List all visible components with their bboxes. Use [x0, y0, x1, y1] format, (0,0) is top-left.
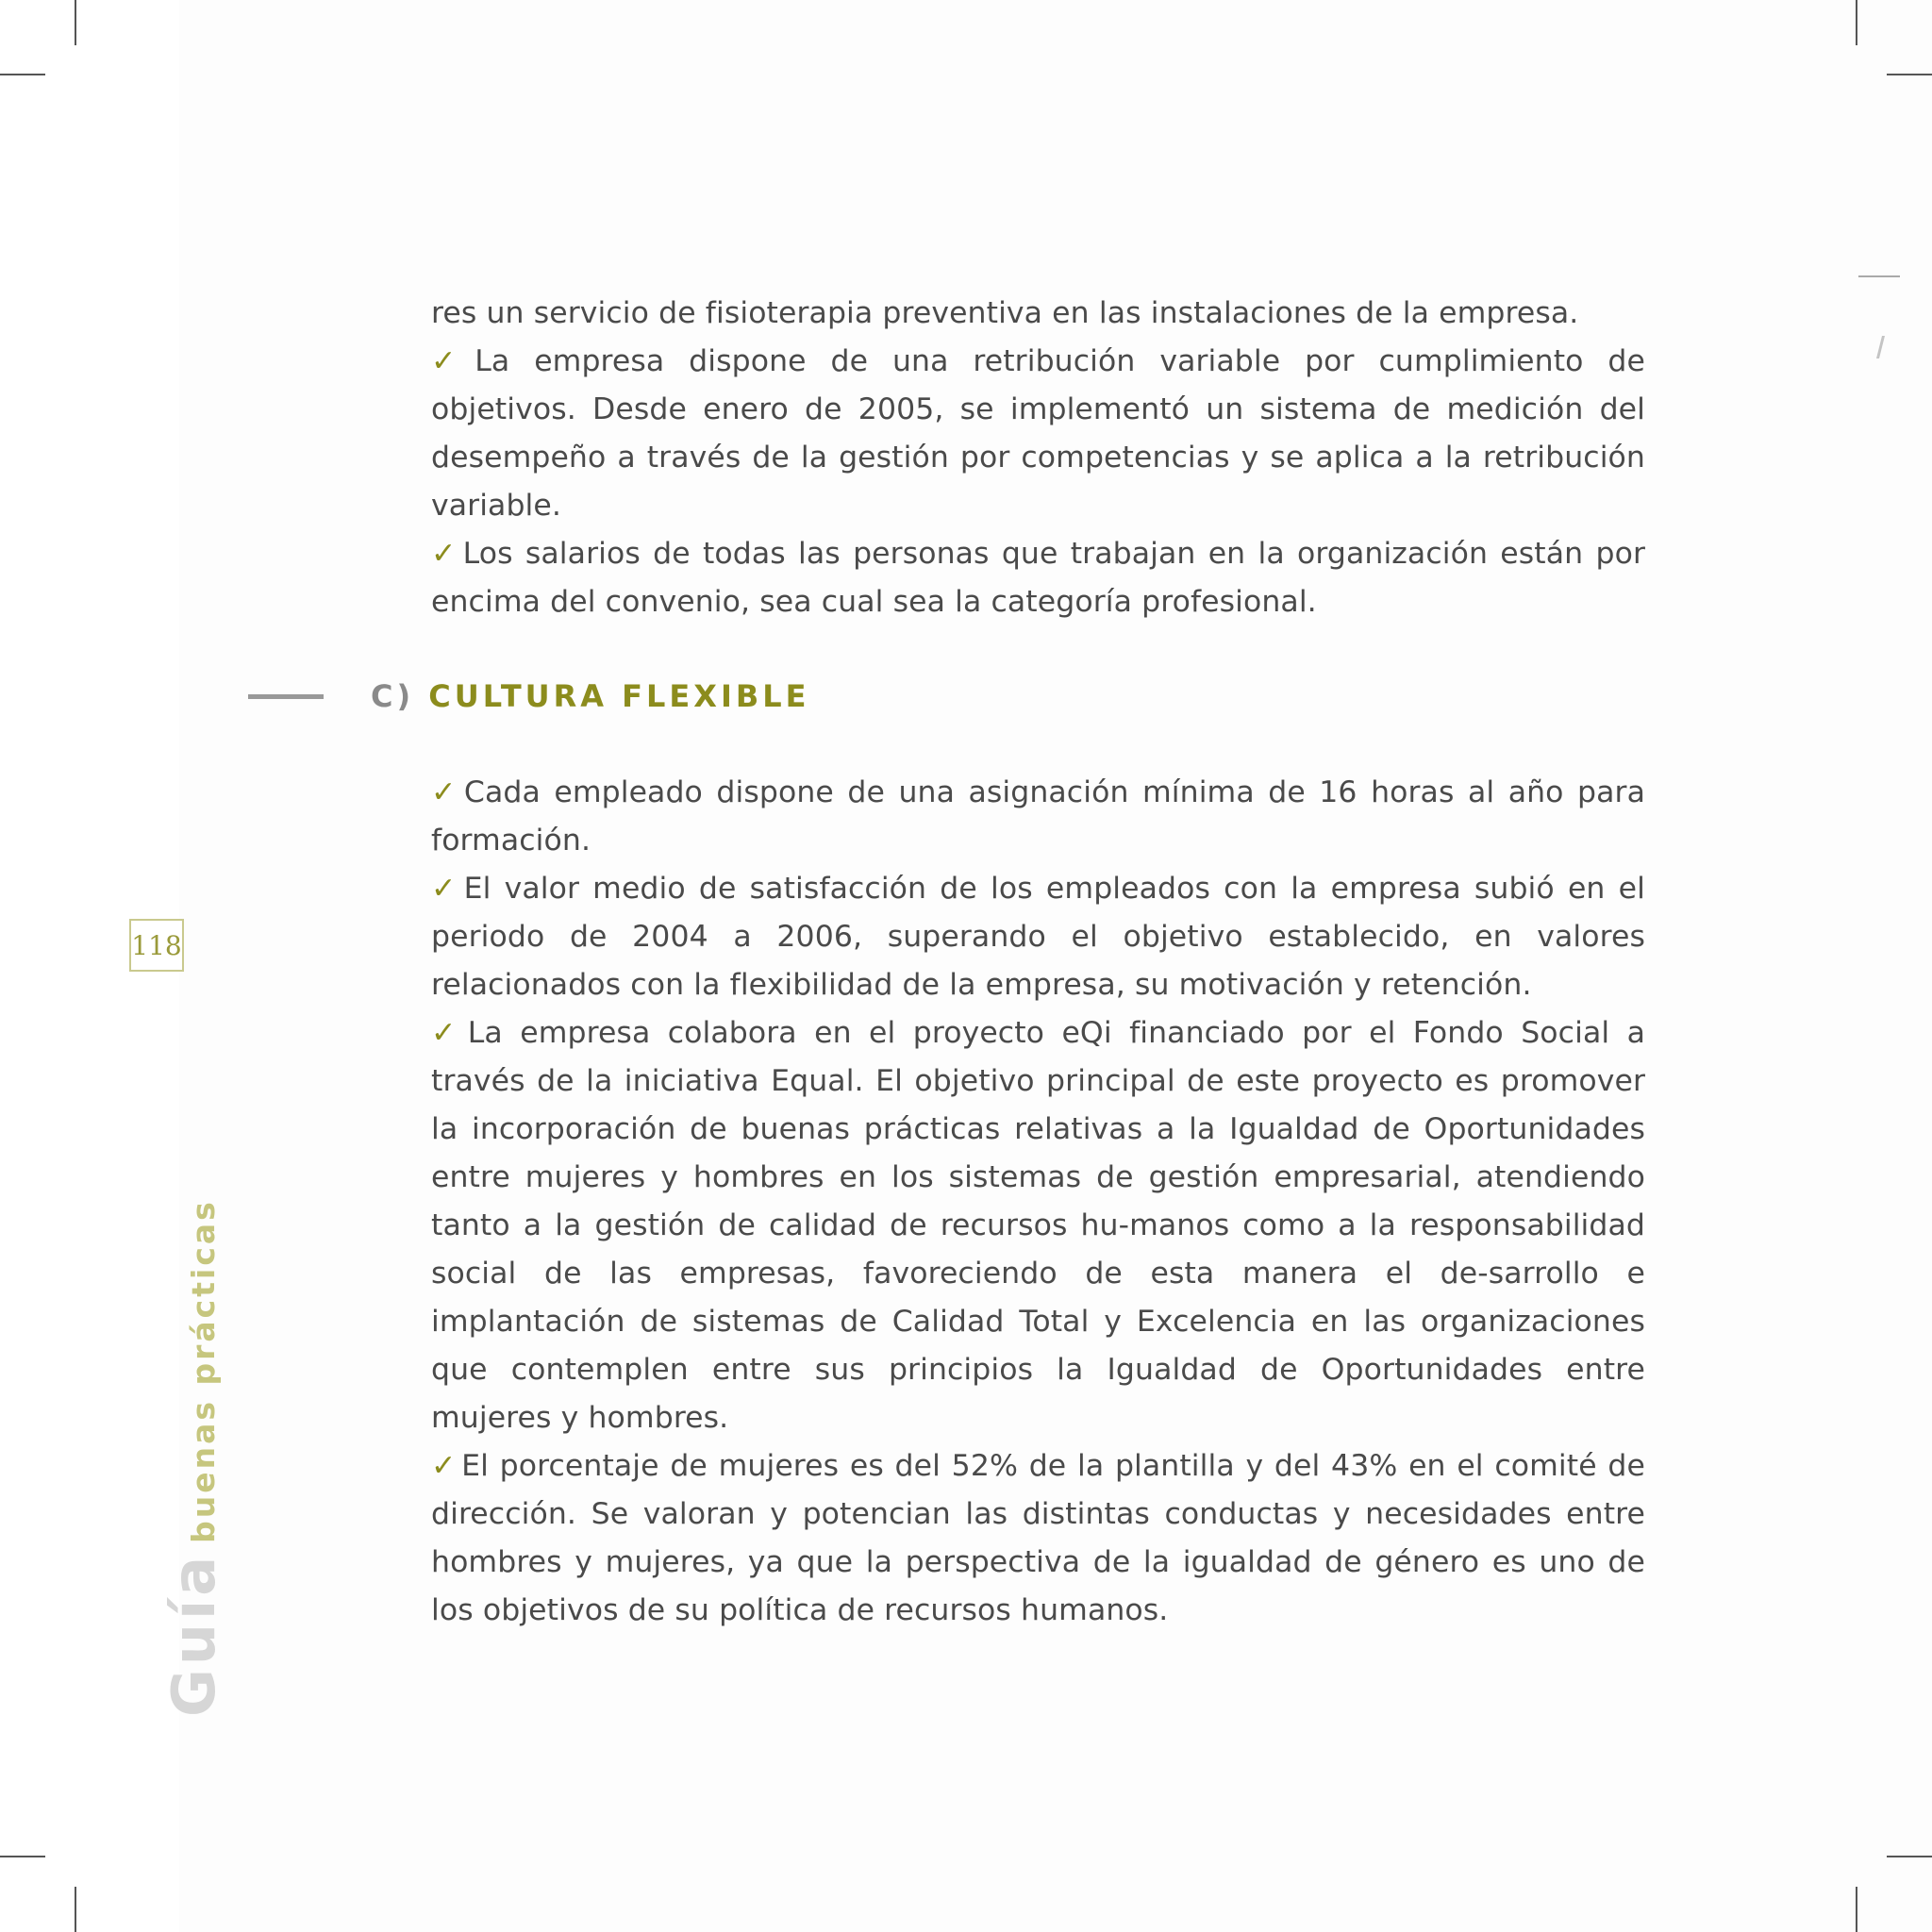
- crop-mark-top-left-v: [75, 0, 76, 45]
- paragraph-text: res un servicio de fisioterapia preventiva en las instalaciones de la empresa.: [431, 296, 1579, 330]
- vertical-side-title: [159, 1199, 228, 1717]
- side-title-main: Guía: [159, 1552, 228, 1717]
- checkmark-icon: ✓: [431, 537, 459, 571]
- bullet-paragraph: [431, 338, 1645, 530]
- checkmark-icon: ✓: [431, 344, 472, 378]
- crop-mark-top-right-v: [1856, 0, 1857, 45]
- bullet-paragraph: [431, 865, 1645, 1009]
- section-text-block: [431, 769, 1645, 1635]
- checkmark-icon: ✓: [431, 1449, 458, 1483]
- paragraph-text: Los salarios de todas las personas que trabajan en la organización están por encima del convenio, sea cual sea la categoría profesional.: [431, 537, 1645, 619]
- section-heading: [371, 675, 810, 717]
- crop-mark-bottom-left-v: [75, 1887, 76, 1932]
- crop-mark-bottom-right-h: [1887, 1856, 1932, 1857]
- paragraph-text: La empresa dispone de una retribución variable por cumplimiento de objetivos. Desde enero de 2005, se implementó un sistema de medición del desempeño a través de la gestión por competencias y se aplica a la retribución variable.: [431, 344, 1645, 523]
- checkmark-icon: ✓: [431, 775, 460, 809]
- checkmark-icon: ✓: [431, 1016, 464, 1050]
- paragraph: [431, 290, 1645, 338]
- crop-mark-bottom-right-v: [1856, 1887, 1857, 1932]
- bullet-paragraph: [431, 769, 1645, 865]
- crop-mark-bottom-left-h: [0, 1856, 45, 1857]
- paragraph-text: Cada empleado dispone de una asignación mínima de 16 horas al año para formación.: [431, 775, 1645, 858]
- paragraph-text: El porcentaje de mujeres es del 52% de la plantilla y del 43% en el comité de dirección. Se valoran y potencian las distintas conductas y necesidades entre hombres y mujeres, ya que la perspectiva de la igualdad de género es uno de los objetivos de su política de recursos humanos.: [431, 1449, 1645, 1627]
- crop-mark-top-left-h: [0, 74, 45, 75]
- crop-mark-top-right-h: [1887, 74, 1932, 75]
- top-text-block: [431, 290, 1645, 626]
- paragraph-text: La empresa colabora en el proyecto eQi financiado por el Fondo Social a través de la iniciativa Equal. El objetivo principal de este proyecto es promover la incorporación de buenas prácticas relativas a la Igualdad de Oportunidades entre mujeres y hombres en los sistemas de gestión empresarial, atendiendo tanto a la gestión de calidad de recursos hu-manos como a la responsabilidad social de las empresas, favoreciendo de esta manera el de-sarrollo e implantación de sistemas de Calidad Total y Excelencia en las organizaciones que contemplen entre sus principios la Igualdad de Oportunidades entre mujeres y hombres.: [431, 1016, 1645, 1435]
- side-title-sub: buenas prácticas: [185, 1199, 222, 1543]
- bullet-paragraph: [431, 530, 1645, 626]
- section-rule: [248, 694, 324, 699]
- checkmark-icon: ✓: [431, 872, 460, 906]
- bullet-paragraph: [431, 1442, 1645, 1635]
- page-number: 118: [129, 919, 184, 972]
- section-letter: C): [371, 678, 415, 714]
- section-title: CULTURA FLEXIBLE: [428, 678, 810, 714]
- paragraph-text: El valor medio de satisfacción de los empleados con la empresa subió en el periodo de 2004 a 2006, superando el objetivo establecido, en valores relacionados con la flexibilidad de la empresa, su motivación y retención.: [431, 872, 1645, 1002]
- side-dash: [1858, 275, 1900, 277]
- bullet-paragraph: [431, 1009, 1645, 1442]
